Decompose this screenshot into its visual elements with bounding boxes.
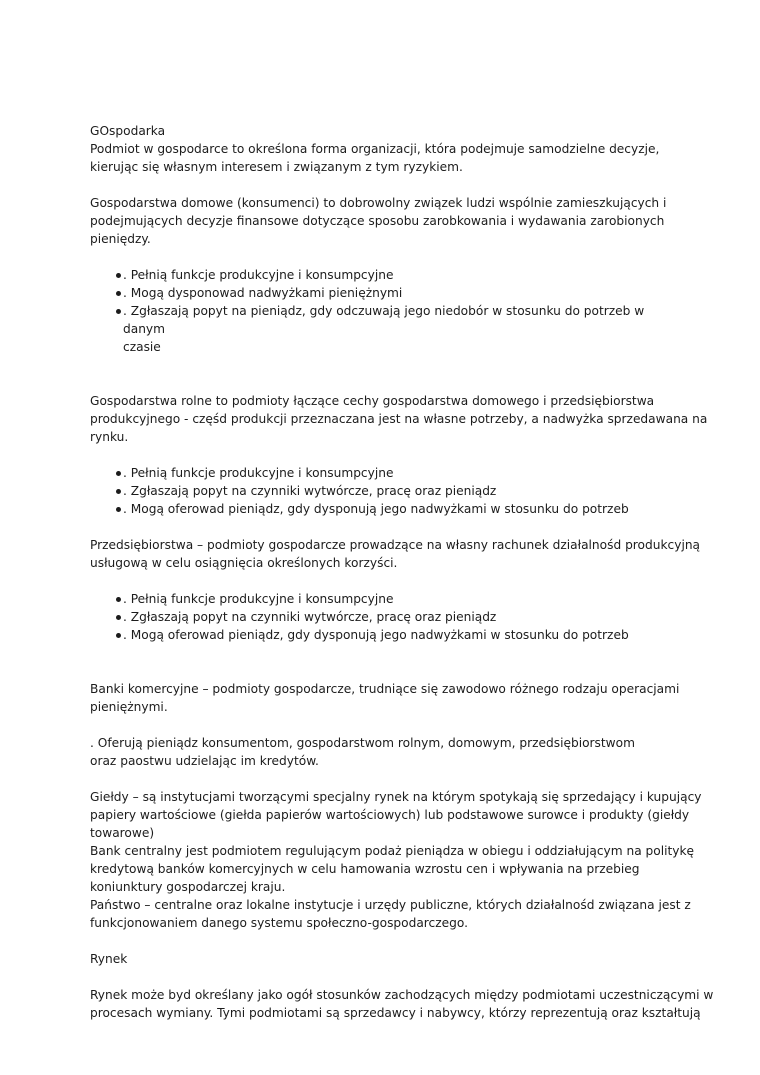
exchanges-line: towarowe)	[90, 826, 155, 840]
list-item	[90, 482, 680, 500]
households-line: Gospodarstwa domowe (konsumenci) to dobrowolny związek ludzi wspólnie zamieszkujących i	[90, 196, 667, 210]
bullet-icon	[116, 507, 121, 512]
list-item-text: . Mogą dysponowad nadwyżkami pieniężnymi	[123, 286, 403, 300]
households-paragraph	[90, 194, 680, 248]
households-line: pieniędzy.	[90, 232, 151, 246]
central-bank-line: koniunktury gospodarczej kraju.	[90, 880, 286, 894]
banks-note-line: . Oferują pieniądz konsumentom, gospodarstwom rolnym, domowym, przedsiębiorstwom	[90, 736, 635, 750]
list-item	[90, 500, 680, 518]
exchanges-paragraph	[90, 788, 702, 842]
bullet-icon	[116, 615, 121, 620]
list-item	[90, 284, 680, 302]
list-item-text: czasie	[123, 340, 161, 354]
list-item	[90, 590, 680, 608]
enterprises-line: usługową w celu osiągnięcia określonych korzyści.	[90, 556, 398, 570]
banks-line: Banki komercyjne – podmioty gospodarcze, trudniące się zawodowo różnego rodzaju operacjami	[90, 682, 680, 696]
state-line: funkcjonowaniem danego systemu społeczno-gospodarczego.	[90, 916, 469, 930]
list-item	[90, 626, 680, 644]
intro-line: Podmiot w gospodarce to określona forma organizacji, która podejmuje samodzielne decyzje,	[90, 142, 660, 156]
market-paragraph	[90, 986, 714, 1022]
farms-bullet-list	[90, 464, 680, 518]
list-item	[90, 266, 680, 284]
farms-line: produkcyjnego - częśd produkcji przeznaczana jest na własne potrzeby, a nadwyżka sprzedawana na	[90, 412, 708, 426]
bullet-icon	[116, 471, 121, 476]
banks-line: pieniężnymi.	[90, 700, 168, 714]
market-line: Rynek może byd określany jako ogół stosunków zachodzących między podmiotami uczestniczącymi w	[90, 988, 714, 1002]
farms-line: rynku.	[90, 430, 129, 444]
list-item	[90, 302, 680, 356]
document-title: GOspodarka	[90, 124, 166, 138]
market-line: procesach wymiany. Tymi podmiotami są sprzedawcy i nabywcy, którzy reprezentują oraz kształtują	[90, 1006, 701, 1020]
list-item	[90, 608, 680, 626]
bullet-icon	[116, 291, 121, 296]
households-bullet-list	[90, 266, 680, 356]
list-item-text: . Mogą oferowad pieniądz, gdy dysponują jego nadwyżkami w stosunku do potrzeb	[123, 628, 629, 642]
state-paragraph	[90, 896, 691, 932]
enterprises-paragraph	[90, 536, 701, 572]
intro-line: kierując się własnym interesem i związanym z tym ryzykiem.	[90, 160, 463, 174]
list-item-text: . Pełnią funkcje produkcyjne i konsumpcyjne	[123, 466, 394, 480]
list-item-text: . Zgłaszają popyt na czynniki wytwórcze, pracę oraz pieniądz	[123, 484, 497, 498]
list-item-text: . Pełnią funkcje produkcyjne i konsumpcyjne	[123, 592, 394, 606]
bullet-icon	[116, 489, 121, 494]
document-page	[90, 122, 714, 1022]
farms-line: Gospodarstwa rolne to podmioty łączące cechy gospodarstwa domowego i przedsiębiorstwa	[90, 394, 655, 408]
list-item	[90, 464, 680, 482]
central-bank-line: Bank centralny jest podmiotem regulującym podaż pieniądza w obiegu i oddziałującym na politykę	[90, 844, 695, 858]
central-bank-paragraph	[90, 842, 695, 896]
exchanges-line: Giełdy – są instytucjami tworzącymi specjalny rynek na którym spotykają się sprzedający i kupujący	[90, 790, 702, 804]
exchanges-line: papiery wartościowe (giełda papierów wartościowych) lub podstawowe surowce i produkty (giełdy	[90, 808, 690, 822]
bullet-icon	[116, 633, 121, 638]
list-item-text: . Zgłaszają popyt na czynniki wytwórcze, pracę oraz pieniądz	[123, 610, 497, 624]
enterprises-bullet-list	[90, 590, 680, 644]
enterprises-line: Przedsiębiorstwa – podmioty gospodarcze prowadzące na własny rachunek działalnośd produkcyjną	[90, 538, 701, 552]
bullet-icon	[116, 597, 121, 602]
state-line: Państwo – centralne oraz lokalne instytucje i urzędy publiczne, których działalnośd związana jest z	[90, 898, 691, 912]
bullet-icon	[116, 309, 121, 314]
banks-note	[90, 734, 680, 770]
households-line: podejmujących decyzje finansowe dotyczące sposobu zarobkowania i wydawania zarobionych	[90, 214, 665, 228]
banks-note-line: oraz paostwu udzielając im kredytów.	[90, 754, 319, 768]
intro-paragraph	[90, 140, 680, 176]
list-item-text: . Zgłaszają popyt na pieniądz, gdy odczuwają jego niedobór w stosunku do potrzeb w danym	[123, 304, 645, 336]
bullet-icon	[116, 273, 121, 278]
list-item-text: . Mogą oferowad pieniądz, gdy dysponują jego nadwyżkami w stosunku do potrzeb	[123, 502, 629, 516]
farms-paragraph	[90, 392, 708, 446]
banks-paragraph	[90, 680, 680, 716]
central-bank-line: kredytową banków komercyjnych w celu hamowania wzrostu cen i wpływania na przebieg	[90, 862, 640, 876]
list-item-text: . Pełnią funkcje produkcyjne i konsumpcyjne	[123, 268, 394, 282]
market-heading: Rynek	[90, 952, 128, 966]
